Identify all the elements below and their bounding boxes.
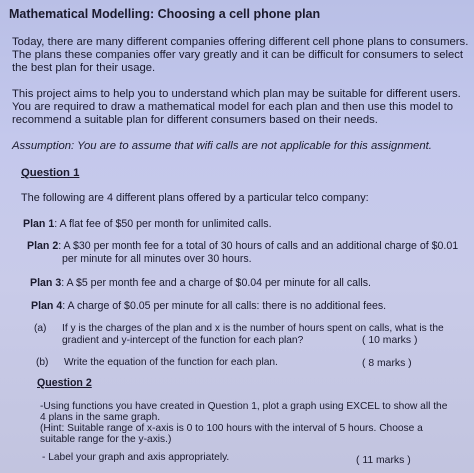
part-a-marks: ( 10 marks ) — [362, 335, 418, 346]
intro-line-3: the best plan for their usage. — [12, 62, 156, 74]
part-a-line-2: gradient and y-intercept of the function for each plan? — [62, 335, 304, 346]
plan-4 — [31, 300, 386, 312]
part-a-line-1: If y is the charges of the plan and x is the number of hours spent on calls, what is the — [62, 323, 444, 334]
plan-1 — [23, 218, 272, 230]
plan-2-continuation: per minute for all minutes over 30 hours. — [62, 253, 252, 265]
plan-3-text: : A $5 per month fee and a charge of $0.04 per minute for all calls. — [61, 277, 371, 289]
intro-line-1: Today, there are many different companies offering different cell phone plans to consumers. — [12, 36, 469, 48]
plan-1-text: : A flat fee of $50 per month for unlimited calls. — [54, 218, 272, 230]
part-b-letter: (b) — [36, 357, 49, 368]
intro-line-2: The plans these companies offer vary greatly and it can be difficult for consumers to select — [12, 49, 464, 61]
aim-line-2: You are required to draw a mathematical model for each plan and then use this model to — [12, 101, 454, 113]
part-b-line-1: Write the equation of the function for each plan. — [64, 357, 278, 368]
question-2-line-2: 4 plans in the same graph. — [40, 412, 161, 423]
plan-2-text: : A $30 per month fee for a total of 30 hours of calls and an additional charge of $0.01 — [58, 240, 459, 252]
question-2-line-3: (Hint: Suitable range of x-axis is 0 to 100 hours with the interval of 5 hours. Choose a — [40, 423, 423, 434]
aim-line-3: recommend a suitable plan for different consumers based on their needs. — [12, 114, 378, 126]
plan-4-text: : A charge of $0.05 per minute for all calls: there is no additional fees. — [62, 300, 387, 312]
plan-3-label: Plan 3 — [30, 277, 62, 289]
assumption-text: Assumption: You are to assume that wifi calls are not applicable for this assignment. — [12, 140, 432, 152]
question-2-marks: ( 11 marks ) — [356, 455, 411, 466]
question-2-heading: Question 2 — [37, 377, 92, 389]
plan-3 — [30, 277, 371, 289]
document-title: Mathematical Modelling: Choosing a cell phone plan — [9, 7, 321, 21]
part-b-marks: ( 8 marks ) — [362, 358, 412, 369]
part-a-letter: (a) — [34, 323, 47, 334]
question-2-line-1: -Using functions you have created in Question 1, plot a graph using EXCEL to show all the — [40, 401, 448, 412]
plan-2-label: Plan 2 — [27, 240, 59, 252]
question-1-lead: The following are 4 different plans offered by a particular telco company: — [21, 192, 369, 204]
question-2-label-line: - Label your graph and axis appropriately. — [42, 452, 230, 463]
plan-1-label: Plan 1 — [23, 218, 55, 230]
question-1-heading: Question 1 — [21, 167, 80, 179]
question-2-line-4: suitable range for the y-axis.) — [40, 434, 172, 445]
plan-4-label: Plan 4 — [31, 300, 63, 312]
plan-2 — [27, 240, 458, 252]
aim-line-1: This project aims to help you to understand which plan may be suitable for different users. — [12, 88, 461, 100]
